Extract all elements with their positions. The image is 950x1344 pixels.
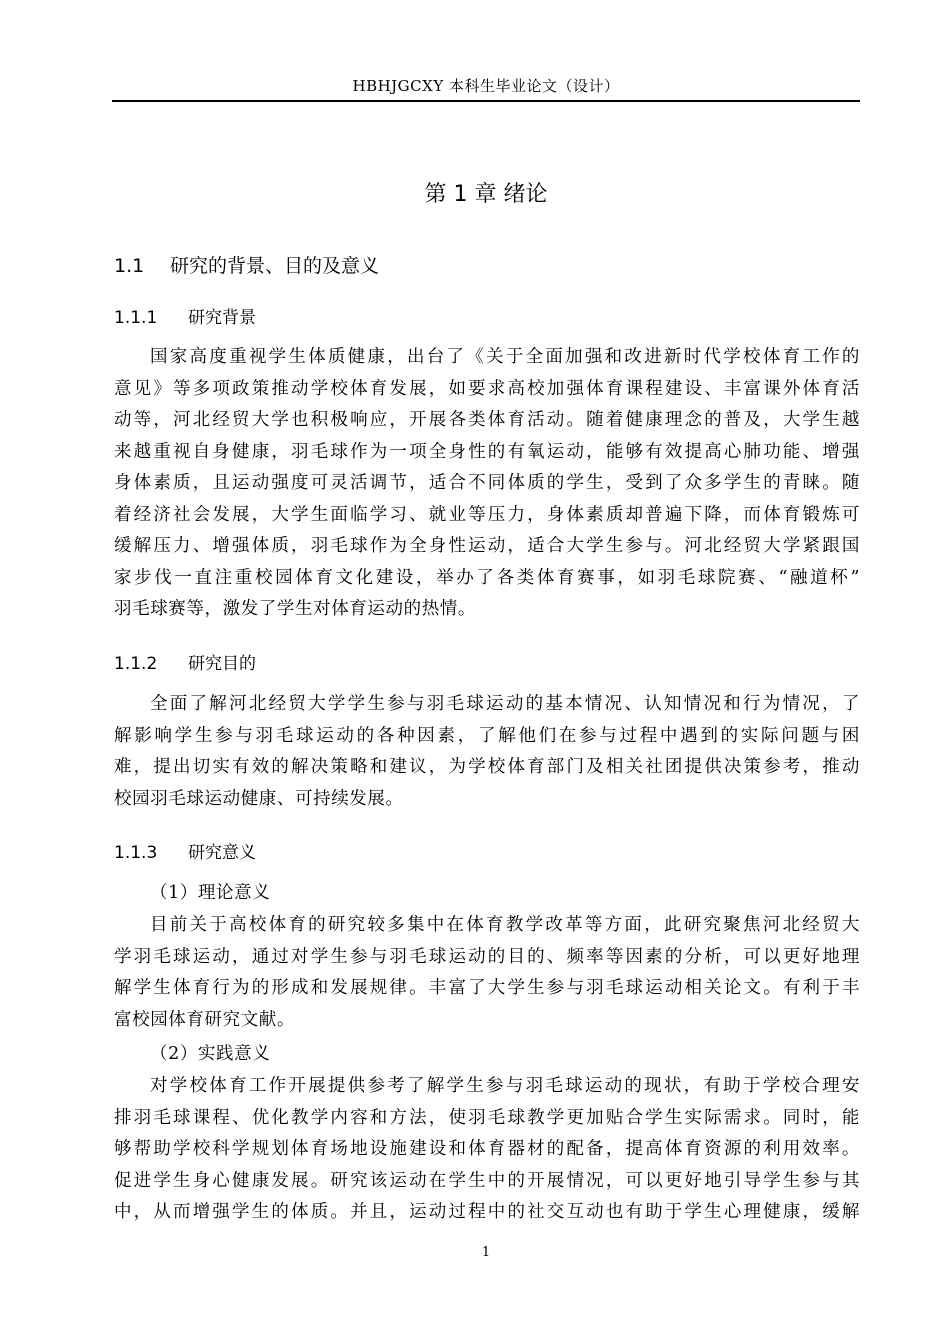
- page-number: 1: [481, 1245, 491, 1260]
- paragraph-line: 难，提出切实有效的解决策略和建议，为学校体育部门及相关社团提供决策参考，推动: [114, 757, 860, 777]
- section-heading-1-1-2: [114, 652, 256, 676]
- paragraph-line: 排羽毛球课程、优化教学内容和方法，使羽毛球教学更加贴合学生实际需求。同时，能: [114, 1107, 860, 1128]
- paragraph-line: 来越重视自身健康，羽毛球作为一项全身性的有氧运动，能够有效提高心肺功能、增强: [114, 441, 860, 462]
- chapter-title: 第 1 章 绪论: [424, 182, 548, 207]
- paragraph-background: [114, 342, 860, 626]
- paragraph-line: 身体素质，且运动强度可灵活调节，适合不同体质的学生，受到了众多学生的青睐。随: [114, 473, 860, 493]
- section-heading-1-1: [114, 253, 379, 279]
- paragraph-line: 缓解压力、增强体质，羽毛球作为全身性运动，适合大学生参与。河北经贸大学紧跟国: [114, 536, 860, 556]
- section-number: 1.1.3: [114, 843, 158, 863]
- paragraph-line: 对学校体育工作开展提供参考了解学生参与羽毛球运动的现状，有助于学校合理安: [150, 1076, 860, 1096]
- paragraph-line: 学羽毛球运动，通过对学生参与羽毛球运动的目的、频率等因素的分析，可以更好地理: [114, 946, 860, 967]
- paragraph-line: 家步伐一直注重校园体育文化建设，举办了各类体育赛事，如羽毛球院赛、“融道杯”: [114, 567, 860, 588]
- paragraph-line: 解影响学生参与羽毛球运动的各种因素，了解他们在参与过程中遇到的实际问题与困: [114, 725, 860, 746]
- subheading-theory: （1）理论意义: [150, 883, 271, 903]
- paragraph-line: 中，从而增强学生的体质。并且，运动过程中的社交互动也有助于学生心理健康，缓解: [114, 1202, 860, 1222]
- paragraph-line: 促进学生身心健康发展。研究该运动在学生中的开展情况，可以更好地引导学生参与其: [114, 1170, 860, 1191]
- paragraph-line: 富校园体育研究文献。: [114, 1009, 295, 1030]
- subheading-practice: （2）实践意义: [150, 1044, 271, 1064]
- section-title: 研究意义: [188, 843, 256, 863]
- paragraph-line: 动等，河北经贸大学也积极响应，开展各类体育活动。随着健康理念的普及，大学生越: [114, 410, 860, 430]
- section-title: 研究背景: [188, 308, 256, 328]
- section-heading-1-1-3: [114, 841, 256, 865]
- paragraph-line: 着经济社会发展，大学生面临学习、就业等压力，身体素质却普遍下降，而体育锻炼可: [114, 504, 860, 525]
- section-number: 1.1.1: [114, 308, 158, 328]
- paragraph-line: 够帮助学校科学规划体育场地设施建设和体育器材的配备，提高体育资源的利用效率。: [114, 1139, 860, 1159]
- page-header: HBHJGCXY 本科生毕业论文（设计）: [352, 77, 620, 95]
- paragraph-line: 羽毛球赛等，激发了学生对体育运动的热情。: [114, 599, 476, 619]
- paragraph-practice: [114, 1071, 860, 1229]
- paragraph-line: 全面了解河北经贸大学学生参与羽毛球运动的基本情况、认知情况和行为情况，了: [150, 694, 860, 714]
- paragraph-theory: [114, 910, 860, 1036]
- section-number: 1.1: [114, 255, 145, 277]
- paragraph-line: 目前关于高校体育的研究较多集中在体育教学改革等方面，此研究聚焦河北经贸大: [150, 915, 860, 935]
- paragraph-purpose: [114, 689, 860, 815]
- paragraph-line: 解学生体育行为的形成和发展规律。丰富了大学生参与羽毛球运动相关论文。有利于丰: [114, 978, 860, 998]
- section-number: 1.1.2: [114, 654, 158, 674]
- section-title: 研究目的: [188, 654, 256, 674]
- section-heading-1-1-1: [114, 306, 256, 330]
- paragraph-line: 国家高度重视学生体质健康，出台了《关于全面加强和改进新时代学校体育工作的: [150, 347, 860, 367]
- paragraph-line: 校园羽毛球运动健康、可持续发展。: [114, 788, 404, 809]
- section-title: 研究的背景、目的及意义: [170, 255, 380, 277]
- header-rule: [112, 100, 860, 102]
- paragraph-line: 意见》等多项政策推动学校体育发展，如要求高校加强体育课程建设、丰富课外体育活: [114, 378, 860, 399]
